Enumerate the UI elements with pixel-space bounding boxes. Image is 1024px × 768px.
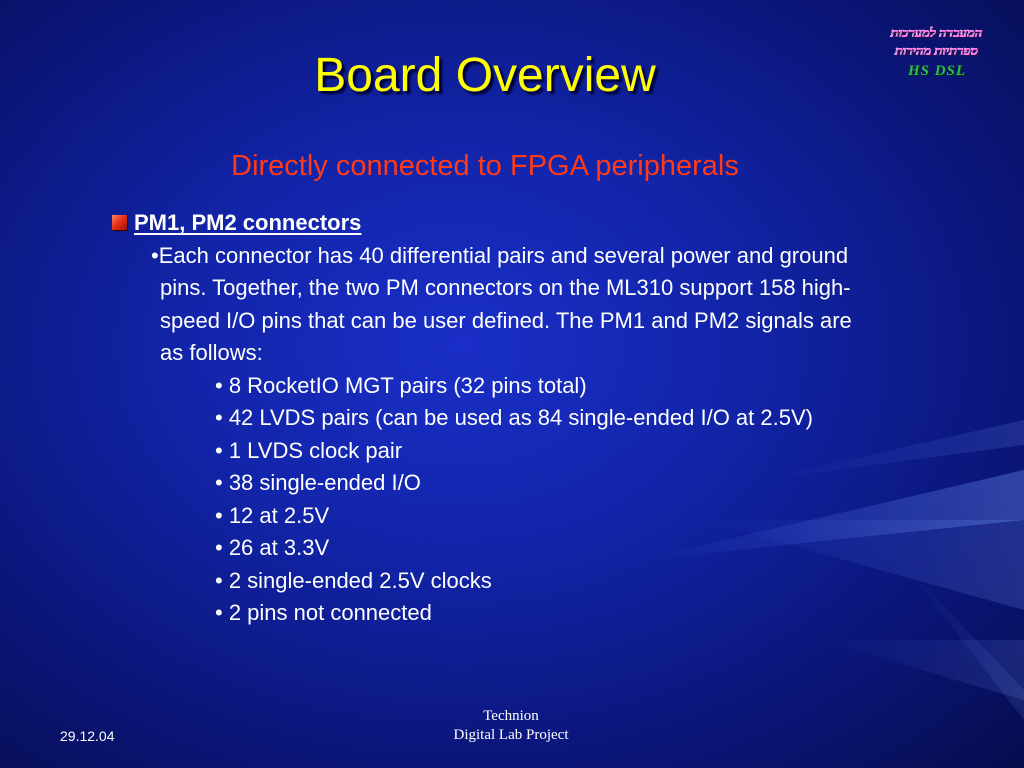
section-heading [112, 207, 892, 240]
list-item: • 12 at 2.5V [215, 502, 330, 528]
footer-line-2: Digital Lab Project [453, 727, 569, 743]
list-item: • 2 single-ended 2.5V clocks [215, 567, 492, 593]
footer-date: 29.12.04 [60, 728, 115, 744]
logo-line-2: ספרתיות מהירות [895, 43, 979, 58]
logo-line-3: HS DSL [907, 63, 967, 79]
slide-title: Board Overview [314, 49, 656, 102]
list-item-text: • 42 LVDS pairs (can be used as 84 single-ended I/O at 2.5V) [215, 405, 813, 430]
bullet-square-icon [112, 215, 127, 230]
section-heading-text: PM1, PM2 connectors [134, 210, 362, 235]
section-paragraph: •Each connector has 40 differential pairs and several power and ground pins. Together, the two PM connectors on the ML310 support 158 high-speed I/O pins that can be user defined. The PM1 and PM2 signals are as follows: [151, 242, 852, 365]
logo-line-1: המעבדה למערכות [891, 25, 983, 40]
list-item [215, 402, 865, 435]
footer-credit [411, 707, 611, 745]
list-item: • 26 at 3.3V [215, 535, 330, 560]
slide-subtitle: Directly connected to FPGA peripherals [231, 150, 739, 182]
list-item: • 8 RocketIO MGT pairs (32 pins total) [215, 372, 587, 398]
list-item: • 2 pins not connected [215, 600, 432, 625]
list-item: • 38 single-ended I/O [215, 470, 421, 495]
slide-content [112, 207, 892, 630]
footer-line-1: Technion [483, 708, 539, 724]
list-item: • 1 LVDS clock pair [215, 437, 403, 463]
